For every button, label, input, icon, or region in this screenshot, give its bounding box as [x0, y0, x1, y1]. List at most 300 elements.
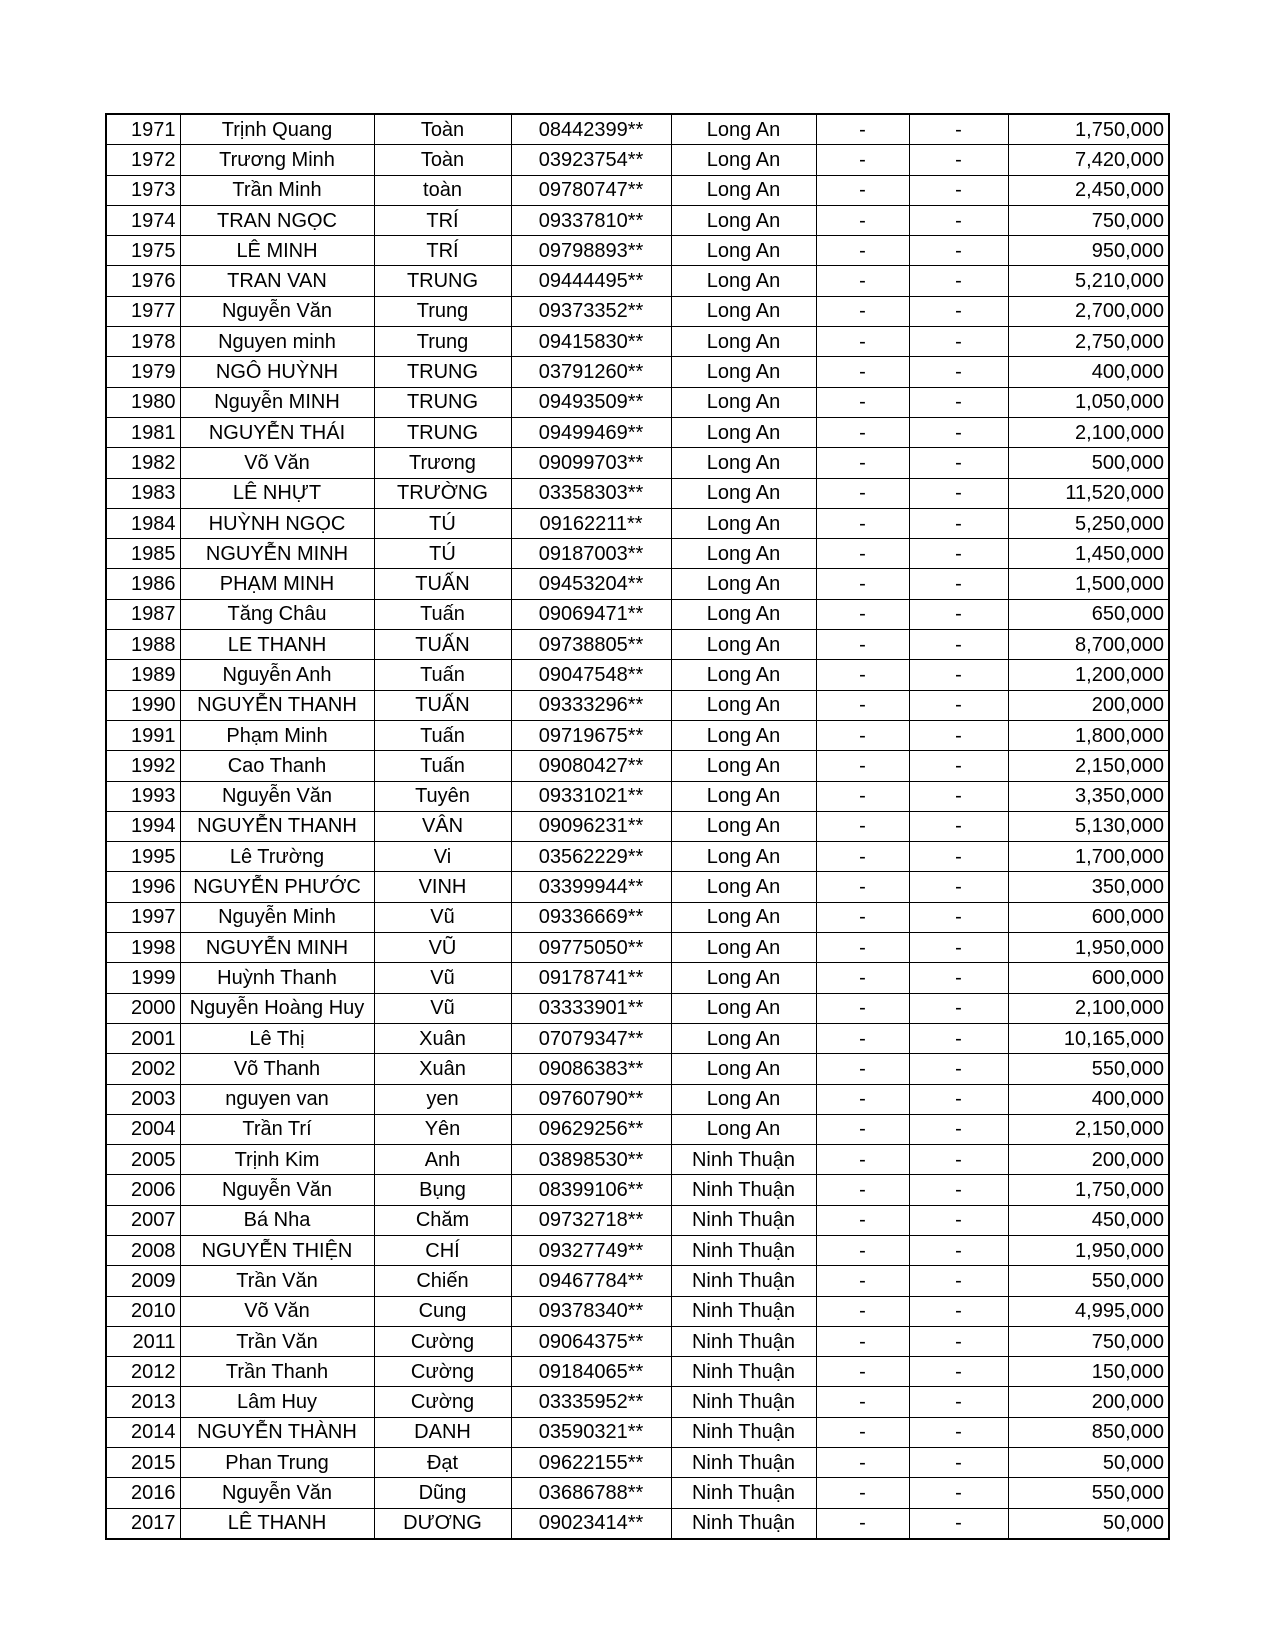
blank-column-1-cell: - [816, 751, 909, 781]
blank-column-2-cell: - [909, 236, 1008, 266]
blank-column-1-cell: - [816, 1235, 909, 1265]
surname-middle-cell: Nguyễn Văn [180, 781, 374, 811]
blank-column-2-cell: - [909, 1084, 1008, 1114]
table-row [106, 1326, 1169, 1356]
phone-cell: 09178741** [511, 963, 671, 993]
phone-cell: 09023414** [511, 1508, 671, 1539]
phone-cell: 09738805** [511, 630, 671, 660]
blank-column-2-cell: - [909, 175, 1008, 205]
blank-column-1-cell: - [816, 1417, 909, 1447]
blank-column-2-cell: - [909, 1175, 1008, 1205]
blank-column-1-cell: - [816, 1054, 909, 1084]
row-number-cell: 2014 [106, 1417, 180, 1447]
blank-column-1-cell: - [816, 478, 909, 508]
blank-column-2-cell: - [909, 508, 1008, 538]
blank-column-2-cell: - [909, 417, 1008, 447]
row-number-cell: 1999 [106, 963, 180, 993]
phone-cell: 09162211** [511, 508, 671, 538]
surname-middle-cell: Trần Thanh [180, 1357, 374, 1387]
province-cell: Long An [671, 236, 816, 266]
phone-cell: 09453204** [511, 569, 671, 599]
table-row [106, 296, 1169, 326]
surname-middle-cell: TRAN NGỌC [180, 205, 374, 235]
blank-column-1-cell: - [816, 508, 909, 538]
row-number-cell: 1980 [106, 387, 180, 417]
phone-cell: 09064375** [511, 1326, 671, 1356]
blank-column-1-cell: - [816, 963, 909, 993]
province-cell: Long An [671, 1084, 816, 1114]
surname-middle-cell: TRAN VAN [180, 266, 374, 296]
table-row [106, 175, 1169, 205]
blank-column-2-cell: - [909, 1508, 1008, 1539]
phone-cell: 09047548** [511, 660, 671, 690]
blank-column-2-cell: - [909, 963, 1008, 993]
amount-cell: 200,000 [1008, 690, 1169, 720]
amount-cell: 2,150,000 [1008, 751, 1169, 781]
given-name-cell: VŨ [374, 933, 511, 963]
table-row [106, 145, 1169, 175]
given-name-cell: TRUNG [374, 357, 511, 387]
province-cell: Long An [671, 266, 816, 296]
phone-cell: 09467784** [511, 1266, 671, 1296]
row-number-cell: 2001 [106, 1023, 180, 1053]
amount-cell: 600,000 [1008, 902, 1169, 932]
blank-column-2-cell: - [909, 569, 1008, 599]
given-name-cell: DƯƠNG [374, 1508, 511, 1539]
row-number-cell: 1995 [106, 842, 180, 872]
blank-column-2-cell: - [909, 811, 1008, 841]
blank-column-1-cell: - [816, 1296, 909, 1326]
amount-cell: 550,000 [1008, 1054, 1169, 1084]
row-number-cell: 2007 [106, 1205, 180, 1235]
surname-middle-cell: Võ Văn [180, 1296, 374, 1326]
given-name-cell: Toàn [374, 114, 511, 145]
blank-column-1-cell: - [816, 933, 909, 963]
surname-middle-cell: LÊ NHỰT [180, 478, 374, 508]
phone-cell: 09086383** [511, 1054, 671, 1084]
phone-cell: 09732718** [511, 1205, 671, 1235]
row-number-cell: 2016 [106, 1478, 180, 1508]
given-name-cell: CHÍ [374, 1235, 511, 1265]
blank-column-2-cell: - [909, 114, 1008, 145]
province-cell: Long An [671, 539, 816, 569]
given-name-cell: Cung [374, 1296, 511, 1326]
table-row [106, 1296, 1169, 1326]
table-row [106, 933, 1169, 963]
surname-middle-cell: NGUYỄN MINH [180, 539, 374, 569]
given-name-cell: TRUNG [374, 266, 511, 296]
phone-cell: 03686788** [511, 1478, 671, 1508]
blank-column-1-cell: - [816, 266, 909, 296]
province-cell: Ninh Thuận [671, 1478, 816, 1508]
table-row [106, 569, 1169, 599]
phone-cell: 03333901** [511, 993, 671, 1023]
province-cell: Ninh Thuận [671, 1326, 816, 1356]
surname-middle-cell: Lâm Huy [180, 1387, 374, 1417]
blank-column-1-cell: - [816, 1145, 909, 1175]
amount-cell: 1,200,000 [1008, 660, 1169, 690]
amount-cell: 200,000 [1008, 1387, 1169, 1417]
blank-column-1-cell: - [816, 1266, 909, 1296]
surname-middle-cell: Nguyễn MINH [180, 387, 374, 417]
table-row [106, 1478, 1169, 1508]
given-name-cell: Chiến [374, 1266, 511, 1296]
blank-column-1-cell: - [816, 1114, 909, 1144]
surname-middle-cell: Phạm Minh [180, 720, 374, 750]
blank-column-1-cell: - [816, 448, 909, 478]
phone-cell: 09069471** [511, 599, 671, 629]
surname-middle-cell: Trịnh Quang [180, 114, 374, 145]
amount-cell: 550,000 [1008, 1478, 1169, 1508]
blank-column-1-cell: - [816, 599, 909, 629]
given-name-cell: VINH [374, 872, 511, 902]
amount-cell: 7,420,000 [1008, 145, 1169, 175]
given-name-cell: Trung [374, 327, 511, 357]
given-name-cell: TRUNG [374, 417, 511, 447]
amount-cell: 1,800,000 [1008, 720, 1169, 750]
phone-cell: 07079347** [511, 1023, 671, 1053]
given-name-cell: Yên [374, 1114, 511, 1144]
row-number-cell: 2010 [106, 1296, 180, 1326]
surname-middle-cell: NGUYỄN THÁI [180, 417, 374, 447]
province-cell: Ninh Thuận [671, 1508, 816, 1539]
surname-middle-cell: Nguyễn Văn [180, 296, 374, 326]
amount-cell: 11,520,000 [1008, 478, 1169, 508]
row-number-cell: 1997 [106, 902, 180, 932]
surname-middle-cell: Trịnh Kim [180, 1145, 374, 1175]
phone-cell: 09187003** [511, 539, 671, 569]
blank-column-1-cell: - [816, 1084, 909, 1114]
province-cell: Ninh Thuận [671, 1145, 816, 1175]
blank-column-2-cell: - [909, 1145, 1008, 1175]
given-name-cell: Tuấn [374, 751, 511, 781]
blank-column-1-cell: - [816, 1205, 909, 1235]
phone-cell: 03358303** [511, 478, 671, 508]
table-row [106, 630, 1169, 660]
table-row [106, 1205, 1169, 1235]
blank-column-1-cell: - [816, 1387, 909, 1417]
amount-cell: 950,000 [1008, 236, 1169, 266]
surname-middle-cell: LÊ MINH [180, 236, 374, 266]
blank-column-1-cell: - [816, 902, 909, 932]
surname-middle-cell: NGUYỄN THANH [180, 811, 374, 841]
blank-column-1-cell: - [816, 569, 909, 599]
phone-cell: 09378340** [511, 1296, 671, 1326]
blank-column-1-cell: - [816, 539, 909, 569]
given-name-cell: Chăm [374, 1205, 511, 1235]
table-row [106, 599, 1169, 629]
given-name-cell: Trung [374, 296, 511, 326]
province-cell: Long An [671, 720, 816, 750]
surname-middle-cell: Phan Trung [180, 1448, 374, 1478]
surname-middle-cell: LE THANH [180, 630, 374, 660]
row-number-cell: 2017 [106, 1508, 180, 1539]
row-number-cell: 2012 [106, 1357, 180, 1387]
blank-column-1-cell: - [816, 175, 909, 205]
amount-cell: 600,000 [1008, 963, 1169, 993]
province-cell: Long An [671, 296, 816, 326]
province-cell: Long An [671, 993, 816, 1023]
surname-middle-cell: NGUYỄN THANH [180, 690, 374, 720]
province-cell: Long An [671, 175, 816, 205]
given-name-cell: TRUNG [374, 387, 511, 417]
surname-middle-cell: HUỲNH NGỌC [180, 508, 374, 538]
province-cell: Long An [671, 448, 816, 478]
row-number-cell: 1977 [106, 296, 180, 326]
table-row [106, 1054, 1169, 1084]
row-number-cell: 1972 [106, 145, 180, 175]
phone-cell: 09622155** [511, 1448, 671, 1478]
blank-column-1-cell: - [816, 1175, 909, 1205]
amount-cell: 2,450,000 [1008, 175, 1169, 205]
amount-cell: 1,750,000 [1008, 1175, 1169, 1205]
province-cell: Long An [671, 1023, 816, 1053]
province-cell: Long An [671, 417, 816, 447]
blank-column-2-cell: - [909, 993, 1008, 1023]
given-name-cell: Toàn [374, 145, 511, 175]
blank-column-2-cell: - [909, 660, 1008, 690]
phone-cell: 09080427** [511, 751, 671, 781]
row-number-cell: 1986 [106, 569, 180, 599]
blank-column-1-cell: - [816, 720, 909, 750]
province-cell: Long An [671, 569, 816, 599]
amount-cell: 550,000 [1008, 1266, 1169, 1296]
row-number-cell: 1989 [106, 660, 180, 690]
surname-middle-cell: Bá Nha [180, 1205, 374, 1235]
surname-middle-cell: Nguyễn Minh [180, 902, 374, 932]
given-name-cell: Xuân [374, 1054, 511, 1084]
given-name-cell: TUẤN [374, 690, 511, 720]
amount-cell: 150,000 [1008, 1357, 1169, 1387]
surname-middle-cell: Trần Văn [180, 1266, 374, 1296]
row-number-cell: 1991 [106, 720, 180, 750]
blank-column-1-cell: - [816, 781, 909, 811]
blank-column-2-cell: - [909, 478, 1008, 508]
row-number-cell: 2005 [106, 1145, 180, 1175]
given-name-cell: Cường [374, 1326, 511, 1356]
blank-column-1-cell: - [816, 842, 909, 872]
amount-cell: 400,000 [1008, 1084, 1169, 1114]
phone-cell: 09780747** [511, 175, 671, 205]
table-row [106, 478, 1169, 508]
table-row [106, 508, 1169, 538]
row-number-cell: 2002 [106, 1054, 180, 1084]
row-number-cell: 1976 [106, 266, 180, 296]
row-number-cell: 1975 [106, 236, 180, 266]
blank-column-1-cell: - [816, 417, 909, 447]
blank-column-2-cell: - [909, 327, 1008, 357]
amount-cell: 200,000 [1008, 1145, 1169, 1175]
row-number-cell: 2013 [106, 1387, 180, 1417]
blank-column-2-cell: - [909, 296, 1008, 326]
surname-middle-cell: NGUYỄN THÀNH [180, 1417, 374, 1447]
blank-column-2-cell: - [909, 1054, 1008, 1084]
table-row [106, 1417, 1169, 1447]
blank-column-2-cell: - [909, 842, 1008, 872]
blank-column-2-cell: - [909, 1387, 1008, 1417]
given-name-cell: Tuấn [374, 599, 511, 629]
table-row [106, 842, 1169, 872]
row-number-cell: 1993 [106, 781, 180, 811]
row-number-cell: 1998 [106, 933, 180, 963]
row-number-cell: 2004 [106, 1114, 180, 1144]
blank-column-2-cell: - [909, 448, 1008, 478]
amount-cell: 50,000 [1008, 1508, 1169, 1539]
blank-column-2-cell: - [909, 1357, 1008, 1387]
blank-column-2-cell: - [909, 781, 1008, 811]
table-row [106, 387, 1169, 417]
blank-column-2-cell: - [909, 1417, 1008, 1447]
surname-middle-cell: Nguyễn Văn [180, 1175, 374, 1205]
given-name-cell: TUẤN [374, 569, 511, 599]
row-number-cell: 1978 [106, 327, 180, 357]
phone-cell: 03898530** [511, 1145, 671, 1175]
amount-cell: 500,000 [1008, 448, 1169, 478]
row-number-cell: 2006 [106, 1175, 180, 1205]
surname-middle-cell: NGUYỄN THIỆN [180, 1235, 374, 1265]
table-row [106, 993, 1169, 1023]
province-cell: Long An [671, 1114, 816, 1144]
blank-column-2-cell: - [909, 539, 1008, 569]
amount-cell: 2,100,000 [1008, 993, 1169, 1023]
phone-cell: 09099703** [511, 448, 671, 478]
blank-column-1-cell: - [816, 205, 909, 235]
amount-cell: 750,000 [1008, 205, 1169, 235]
blank-column-2-cell: - [909, 357, 1008, 387]
table-row [106, 357, 1169, 387]
blank-column-1-cell: - [816, 114, 909, 145]
phone-cell: 09493509** [511, 387, 671, 417]
table-row [106, 963, 1169, 993]
surname-middle-cell: Võ Văn [180, 448, 374, 478]
blank-column-1-cell: - [816, 872, 909, 902]
table-row [106, 1508, 1169, 1539]
row-number-cell: 1987 [106, 599, 180, 629]
province-cell: Long An [671, 387, 816, 417]
amount-cell: 1,950,000 [1008, 1235, 1169, 1265]
phone-cell: 08399106** [511, 1175, 671, 1205]
phone-cell: 09333296** [511, 690, 671, 720]
amount-cell: 1,950,000 [1008, 933, 1169, 963]
amount-cell: 650,000 [1008, 599, 1169, 629]
amount-cell: 1,450,000 [1008, 539, 1169, 569]
surname-middle-cell: Võ Thanh [180, 1054, 374, 1084]
blank-column-2-cell: - [909, 1235, 1008, 1265]
table-row [106, 751, 1169, 781]
blank-column-2-cell: - [909, 387, 1008, 417]
province-cell: Long An [671, 205, 816, 235]
row-number-cell: 1982 [106, 448, 180, 478]
phone-cell: 09327749** [511, 1235, 671, 1265]
given-name-cell: VÂN [374, 811, 511, 841]
blank-column-2-cell: - [909, 720, 1008, 750]
row-number-cell: 2015 [106, 1448, 180, 1478]
table-row [106, 417, 1169, 447]
surname-middle-cell: NGÔ HUỲNH [180, 357, 374, 387]
blank-column-1-cell: - [816, 690, 909, 720]
amount-cell: 2,750,000 [1008, 327, 1169, 357]
table-row [106, 781, 1169, 811]
phone-cell: 09331021** [511, 781, 671, 811]
phone-cell: 03590321** [511, 1417, 671, 1447]
blank-column-1-cell: - [816, 145, 909, 175]
surname-middle-cell: Lê Thị [180, 1023, 374, 1053]
surname-middle-cell: PHẠM MINH [180, 569, 374, 599]
phone-cell: 03562229** [511, 842, 671, 872]
blank-column-2-cell: - [909, 1023, 1008, 1053]
table-row [106, 660, 1169, 690]
phone-cell: 09184065** [511, 1357, 671, 1387]
row-number-cell: 1985 [106, 539, 180, 569]
province-cell: Long An [671, 478, 816, 508]
blank-column-1-cell: - [816, 1326, 909, 1356]
province-cell: Long An [671, 357, 816, 387]
amount-cell: 50,000 [1008, 1448, 1169, 1478]
given-name-cell: Cường [374, 1387, 511, 1417]
blank-column-1-cell: - [816, 1023, 909, 1053]
blank-column-1-cell: - [816, 357, 909, 387]
table-row [106, 114, 1169, 145]
phone-cell: 03335952** [511, 1387, 671, 1417]
table-row [106, 1023, 1169, 1053]
given-name-cell: Vũ [374, 902, 511, 932]
phone-cell: 09629256** [511, 1114, 671, 1144]
given-name-cell: yen [374, 1084, 511, 1114]
province-cell: Ninh Thuận [671, 1357, 816, 1387]
row-number-cell: 1983 [106, 478, 180, 508]
blank-column-2-cell: - [909, 902, 1008, 932]
row-number-cell: 1990 [106, 690, 180, 720]
phone-cell: 09760790** [511, 1084, 671, 1114]
amount-cell: 5,210,000 [1008, 266, 1169, 296]
table-row [106, 266, 1169, 296]
province-cell: Long An [671, 630, 816, 660]
province-cell: Long An [671, 1054, 816, 1084]
phone-cell: 09719675** [511, 720, 671, 750]
row-number-cell: 1974 [106, 205, 180, 235]
province-cell: Long An [671, 963, 816, 993]
amount-cell: 400,000 [1008, 357, 1169, 387]
blank-column-1-cell: - [816, 811, 909, 841]
given-name-cell: TUẤN [374, 630, 511, 660]
given-name-cell: Vũ [374, 993, 511, 1023]
blank-column-1-cell: - [816, 1357, 909, 1387]
given-name-cell: Vũ [374, 963, 511, 993]
given-name-cell: Tuấn [374, 660, 511, 690]
table-row [106, 539, 1169, 569]
row-number-cell: 2000 [106, 993, 180, 1023]
surname-middle-cell: nguyen van [180, 1084, 374, 1114]
given-name-cell: TRÍ [374, 236, 511, 266]
surname-middle-cell: Trần Văn [180, 1326, 374, 1356]
table-row [106, 690, 1169, 720]
blank-column-1-cell: - [816, 630, 909, 660]
phone-cell: 09444495** [511, 266, 671, 296]
blank-column-2-cell: - [909, 1266, 1008, 1296]
amount-cell: 3,350,000 [1008, 781, 1169, 811]
blank-column-2-cell: - [909, 690, 1008, 720]
amount-cell: 1,700,000 [1008, 842, 1169, 872]
blank-column-1-cell: - [816, 660, 909, 690]
blank-column-1-cell: - [816, 387, 909, 417]
province-cell: Long An [671, 660, 816, 690]
blank-column-1-cell: - [816, 236, 909, 266]
row-number-cell: 2003 [106, 1084, 180, 1114]
table-body [106, 114, 1169, 1539]
province-cell: Ninh Thuận [671, 1235, 816, 1265]
phone-cell: 09499469** [511, 417, 671, 447]
blank-column-2-cell: - [909, 205, 1008, 235]
